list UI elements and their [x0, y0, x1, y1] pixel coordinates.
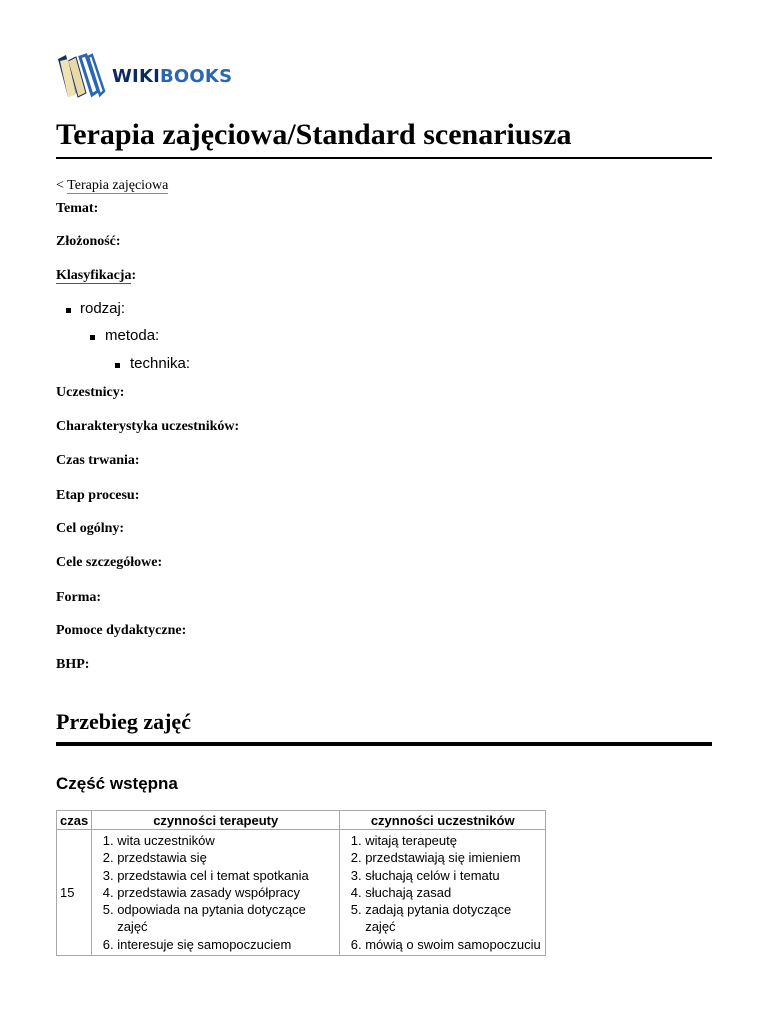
list-item: 2. przedstawiają się imieniem	[365, 849, 542, 866]
list-item: 4. słuchają zasad	[365, 884, 542, 901]
breadcrumb-prefix: <	[56, 178, 68, 193]
breadcrumb-link[interactable]: Terapia zajęciowa	[67, 178, 169, 193]
klasyfikacja-link[interactable]: Klasyfikacja	[56, 268, 132, 283]
list-item: 3. słuchają celów i tematu	[365, 867, 542, 884]
field-czas-trwania: Czas trwania:	[56, 453, 140, 468]
column-header-uczestnicy: czynności uczestników	[340, 811, 546, 830]
page-title: Terapia zajęciowa/Standard scenariusza	[56, 117, 712, 159]
subsection-heading: Część wstępna	[56, 774, 178, 793]
list-item-metoda: metoda:	[105, 327, 160, 344]
list-item: 6. mówią o swoim samopoczuciu	[365, 936, 542, 953]
column-header-czas: czas	[57, 811, 92, 830]
list-item-technika: technika:	[130, 355, 191, 372]
list-item: 5. odpowiada na pytania dotyczące zajęć	[117, 901, 336, 936]
field-temat: Temat:	[56, 201, 99, 216]
list-item-rodzaj: rodzaj:	[80, 300, 126, 317]
therapist-cell	[92, 830, 340, 956]
list-item: 6. interesuje się samopoczuciem	[117, 936, 336, 953]
section-heading: Przebieg zajęć	[56, 708, 712, 744]
field-forma: Forma:	[56, 590, 102, 605]
table-row	[57, 830, 546, 956]
time-cell: 15	[57, 830, 92, 956]
field-bhp: BHP:	[56, 657, 90, 672]
field-klasyfikacja	[56, 267, 136, 285]
schedule-table	[56, 810, 546, 956]
klasyfikacja-colon: :	[131, 268, 137, 283]
field-uczestnicy: Uczestnicy:	[56, 385, 125, 400]
field-zlozonosc: Złożoność:	[56, 234, 121, 249]
list-bullet	[90, 335, 95, 340]
table-header-row	[57, 811, 546, 830]
list-item: 2. przedstawia się	[117, 849, 336, 866]
list-bullet	[66, 308, 71, 313]
list-item: 1. witają terapeutę	[365, 832, 542, 849]
breadcrumb	[56, 177, 168, 195]
field-etap-procesu: Etap procesu:	[56, 488, 140, 503]
field-pomoce: Pomoce dydaktyczne:	[56, 623, 187, 638]
section-divider	[56, 744, 712, 746]
list-item: 1. wita uczestników	[117, 832, 336, 849]
list-bullet	[115, 363, 120, 368]
list-item: 4. przedstawia zasady współpracy	[117, 884, 336, 901]
participants-list	[343, 832, 542, 953]
wikibooks-wordmark: WIKIBOOKS	[112, 65, 233, 87]
list-item: 3. przedstawia cel i temat spotkania	[117, 867, 336, 884]
field-cel-ogolny: Cel ogólny:	[56, 521, 125, 536]
wikibooks-books-icon	[56, 53, 106, 99]
list-item: 5. zadają pytania dotyczące zajęć	[365, 901, 542, 936]
wikibooks-logo[interactable]	[56, 52, 232, 100]
column-header-terapeuta: czynności terapeuty	[92, 811, 340, 830]
participants-cell	[340, 830, 546, 956]
field-cele-szczegolowe: Cele szczegółowe:	[56, 555, 163, 570]
therapist-list	[95, 832, 336, 953]
field-charakterystyka: Charakterystyka uczestników:	[56, 419, 240, 434]
